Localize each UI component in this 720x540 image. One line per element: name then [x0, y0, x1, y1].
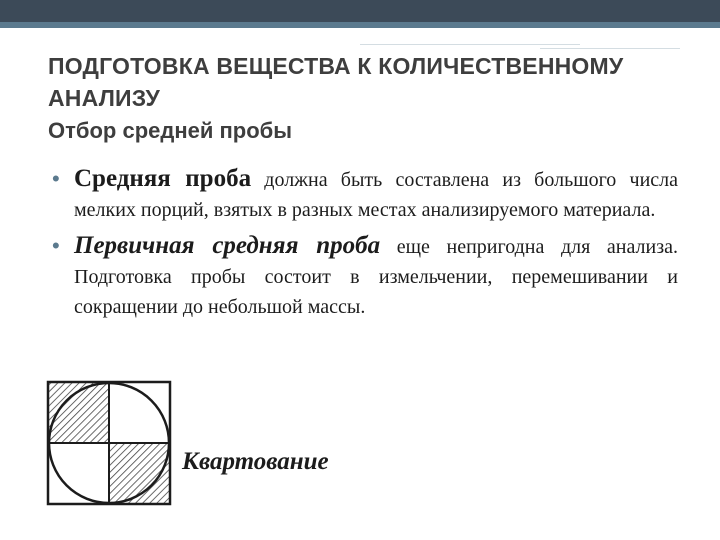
quartering-diagram — [46, 380, 172, 506]
bullet-list — [48, 164, 678, 328]
decor-line — [360, 44, 580, 45]
bullet-marker: • — [52, 233, 60, 258]
bullet-paragraph — [74, 164, 678, 225]
bullet-body: должна быть составлена из большого числа мелких порций, взятых в разных местах анализируемого материала. — [74, 169, 679, 221]
decor-line — [540, 48, 680, 49]
bullet-item — [48, 231, 678, 322]
bullet-marker: • — [52, 166, 60, 191]
bullet-paragraph — [74, 231, 678, 322]
bullet-term: Первичная средняя проба — [74, 232, 381, 259]
top-decor-bar — [0, 0, 720, 22]
slide-subtitle: Отбор средней пробы — [48, 118, 293, 143]
accent-rule — [0, 22, 720, 28]
bullet-body: еще непригодна для анализа. Подготовка пробы состоит в измельчении, перемешивании и сокращении до небольшой массы. — [74, 236, 679, 318]
bullet-term: Средняя проба — [74, 165, 252, 192]
slide-title: ПОДГОТОВКА ВЕЩЕСТВА К КОЛИЧЕСТВЕННОМУ АНАЛИЗУ — [48, 53, 624, 111]
figure-caption: Квартование — [182, 448, 329, 475]
bullet-item — [48, 164, 678, 225]
